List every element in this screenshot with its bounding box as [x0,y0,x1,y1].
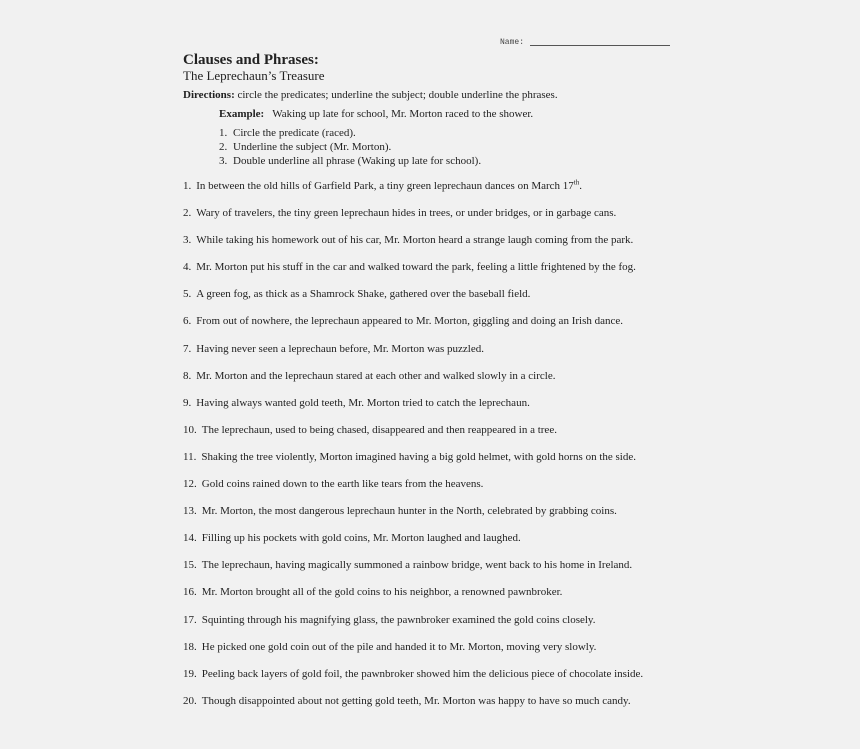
sentence-number: 12. [183,478,197,491]
sentence-number: 15. [183,559,197,572]
sentence-number: 3. [183,234,192,247]
sentence-tail: . [579,180,582,192]
example-text: Waking up late for school, Mr. Morton raced to the shower. [272,108,534,120]
sentence-item [183,476,643,503]
sentence-number: 18. [183,640,197,653]
sentence-item [183,639,643,666]
sentence-number: 2. [183,207,192,220]
directions-label: Directions: [183,89,235,101]
sentence-text: Mr. Morton, the most dangerous leprechaun hunter in the North, celebrated by grabbing coins. [201,505,617,518]
sentence-number: 9. [183,396,192,409]
sentence-text: Peeling back layers of gold foil, the pawnbroker showed him the delicious piece of chocolate inside. [201,667,644,680]
sentence-number: 11. [183,450,197,463]
sentence-text: In between the old hills of Garfield Park, a tiny green leprechaun dances on March 17 [196,180,574,192]
sentence-text: Wary of travelers, the tiny green leprechaun hides in trees, or under bridges, or in garbage cans. [196,207,617,220]
sentence-number: 7. [183,342,192,355]
sentence-text: Though disappointed about not getting gold teeth, Mr. Morton was happy to have so much candy. [201,694,631,707]
sentence-text: Having always wanted gold teeth, Mr. Morton tried to catch the leprechaun. [196,396,530,409]
worksheet-subtitle: The Leprechaun’s Treasure [183,68,325,83]
example [219,108,533,120]
sentence-item [183,286,643,313]
sentence-item [183,395,643,422]
sentence-number: 13. [183,505,197,518]
step-number: 1. [219,127,228,139]
sentence-text: From out of nowhere, the leprechaun appeared to Mr. Morton, giggling and doing an Irish dance. [196,315,623,328]
sentence-text: Filling up his pockets with gold coins, Mr. Morton laughed and laughed. [201,532,521,545]
sentence-text: Mr. Morton put his stuff in the car and walked toward the park, feeling a little frightened by the fog. [196,261,636,274]
sentence-text: He picked one gold coin out of the pile and handed it to Mr. Morton, moving very slowly. [201,640,597,653]
sentence-item [183,178,643,205]
sentence-number: 10. [183,423,197,436]
sentence-item [183,232,643,259]
directions-text: circle the predicates; underline the subject; double underline the phrases. [234,89,558,101]
sentence-item [183,530,643,557]
sentence-text: The leprechaun, used to being chased, disappeared and then reappeared in a tree. [201,423,557,436]
sentence-text: While taking his homework out of his car, Mr. Morton heard a strange laugh coming from the park. [196,234,634,247]
step-item [219,140,481,154]
sentence-item [183,313,643,340]
sentence-item [183,557,643,584]
sentence-text: The leprechaun, having magically summoned a rainbow bridge, went back to his home in Ireland. [201,559,633,572]
sentence-item [183,341,643,368]
step-text: Underline the subject (Mr. Morton). [233,141,392,153]
directions [183,89,558,101]
step-text: Double underline all phrase (Waking up late for school). [233,155,482,167]
sentence-item [183,666,643,693]
sentence-text: Mr. Morton brought all of the gold coins to his neighbor, a renowned pawnbroker. [201,586,563,599]
sentence-item [183,584,643,611]
sentence-number: 8. [183,369,192,382]
step-number: 2. [219,141,228,153]
sentence-text: A green fog, as thick as a Shamrock Shake, gathered over the baseball field. [196,288,531,301]
sentence-item [183,205,643,232]
sentence-text: Squinting through his magnifying glass, the pawnbroker examined the gold coins closely. [201,613,596,626]
example-label: Example: [219,108,265,120]
sentence-number: 17. [183,613,197,626]
example-steps [219,126,481,168]
sentence-number: 16. [183,586,197,599]
sentence-text: Gold coins rained down to the earth like tears from the heavens. [201,478,484,491]
sentence-number: 6. [183,315,192,328]
worksheet-title: Clauses and Phrases: [183,52,319,68]
sentence-item [183,422,643,449]
step-item [219,126,481,140]
step-number: 3. [219,155,228,167]
sentence-number: 1. [183,180,192,192]
sentence-superscript: th [573,178,580,187]
sentence-item [183,259,643,286]
step-text: Circle the predicate (raced). [233,127,356,139]
sentence-number: 20. [183,694,197,707]
sentence-text: Having never seen a leprechaun before, Mr. Morton was puzzled. [196,342,484,355]
sentence-item [183,612,643,639]
sentence-item [183,693,643,720]
sentence-list [183,178,643,720]
sentence-number: 14. [183,532,197,545]
sentence-text: Mr. Morton and the leprechaun stared at each other and walked slowly in a circle. [196,369,556,382]
name-field[interactable] [500,38,670,47]
name-blank-line[interactable] [530,45,670,46]
step-item [219,154,481,168]
name-label: Name: [500,38,525,47]
sentence-item [183,503,643,530]
sentence-item [183,368,643,395]
sentence-number: 19. [183,667,197,680]
sentence-number: 4. [183,261,192,274]
sentence-item [183,449,643,476]
sentence-text: Shaking the tree violently, Morton imagined having a big gold helmet, with gold horns on the side. [201,450,636,463]
sentence-number: 5. [183,288,192,301]
